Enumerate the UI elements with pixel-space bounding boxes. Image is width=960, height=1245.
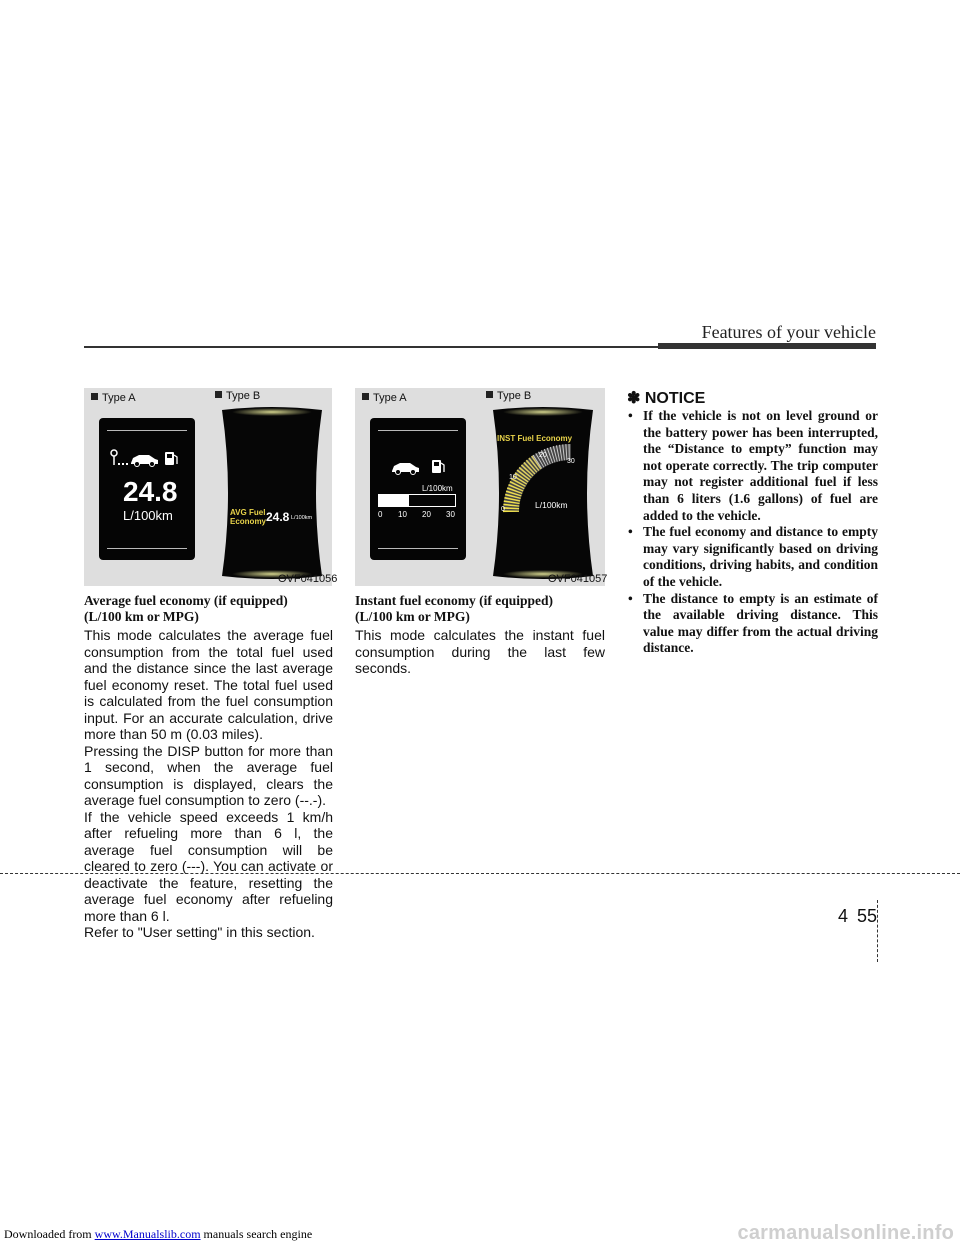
- avg-fuel-value: 24.8: [123, 476, 178, 507]
- paragraph: Refer to "User setting" in this section.: [84, 924, 315, 940]
- page-number: 55: [857, 906, 878, 926]
- inst-fuel-title: INST Fuel Economy: [497, 434, 573, 443]
- figure-code: OVF041057: [548, 573, 608, 585]
- gauge-tick-0: 0: [501, 506, 505, 513]
- paragraph: Pressing the DISP button for more than 1 second, when the average fuel consumption is displayed, clears the average fuel consumption to zero (--.-).: [84, 742, 333, 808]
- inst-fuel-body: This mode calculates the instant fuel consumption during the last few seconds.: [355, 627, 605, 676]
- footer-vertical-dash: [877, 900, 878, 962]
- type-b-cluster-display: [487, 406, 599, 580]
- notice-title: ✽ NOTICE: [627, 390, 706, 407]
- paragraph: If the vehicle speed exceeds 1 km/h after refueling more than 6 l, the average fuel consumption will be cleared to zero (---). You can activate or deactivate the feature, resetting the average fuel economy after refueling more than 6 l.: [84, 808, 333, 924]
- avg-fuel-heading: Average fuel economy (if equipped) (L/100 km or MPG): [84, 593, 288, 624]
- header-tab-bar: [658, 343, 876, 349]
- type-b-label: Type B: [215, 390, 260, 402]
- notice-item: • The fuel economy and distance to empty may vary significantly based on driving conditions, driving habits, and condition of the vehicle.: [627, 524, 878, 590]
- gauge-tick-10: 10: [509, 474, 517, 481]
- type-a-cluster-display: [370, 418, 466, 560]
- inst-fuel-bar-track: [378, 494, 456, 507]
- notice-item: • The distance to empty is an estimate of the available driving distance. This value may differ from the actual driving distance.: [627, 591, 878, 657]
- inst-fuel-unit: L/100km: [422, 484, 453, 493]
- avg-fuel-value-b: 24.8: [266, 510, 290, 524]
- notice-list: [627, 408, 878, 657]
- type-b-label: Type B: [486, 390, 531, 402]
- avg-fuel-unit-b: L/100km: [291, 515, 313, 521]
- avg-fuel-label: AVG Fuel Economy: [230, 508, 267, 526]
- paragraph: This mode calculates the average fuel consumption from the total fuel used and the distance since the last average fuel economy reset. The total fuel used is calculated from the fuel consumption input. For an accurate calculation, drive more than 50 m (0.03 miles).: [84, 627, 333, 742]
- watermark: carmanualsonline.info: [737, 1222, 954, 1244]
- download-line: Downloaded from www.Manualslib.com manuals search engine: [4, 1227, 313, 1241]
- running-header-title: Features of your vehicle: [701, 322, 876, 342]
- footer-dashed-rule: [0, 873, 960, 874]
- type-a-label: Type A: [91, 392, 136, 404]
- figure-code: OVF041056: [278, 573, 338, 585]
- notice-item: • If the vehicle is not on level ground or the battery power has been interrupted, the “Distance to empty” function may not operate correctly. The trip computer may not register additional fuel if less than 6 liters (1.6 gallons) of fuel are added to the vehicle.: [627, 408, 878, 524]
- trip-icons: [109, 448, 187, 468]
- type-a-label: Type A: [362, 392, 407, 404]
- inst-fuel-bar-fill: [379, 495, 409, 506]
- inst-fuel-heading: Instant fuel economy (if equipped) (L/100 km or MPG): [355, 593, 554, 624]
- type-a-cluster-display: [99, 418, 195, 560]
- manualslib-link[interactable]: www.Manualslib.com: [94, 1227, 201, 1241]
- gauge-tick-20: 20: [539, 452, 547, 459]
- type-b-cluster-display: [216, 406, 328, 580]
- gauge-tick-30: 30: [567, 458, 575, 465]
- section-number: 4: [838, 906, 849, 926]
- inst-fuel-bar-ticks: 0 10 20 30: [378, 510, 455, 519]
- figure-instant-fuel-economy: [355, 388, 608, 586]
- avg-fuel-body: [84, 627, 333, 941]
- car-fuel-icons: [390, 456, 450, 476]
- figure-average-fuel-economy: [84, 388, 332, 586]
- avg-fuel-unit: L/100km: [123, 508, 173, 523]
- inst-fuel-unit-b: L/100km: [535, 500, 568, 510]
